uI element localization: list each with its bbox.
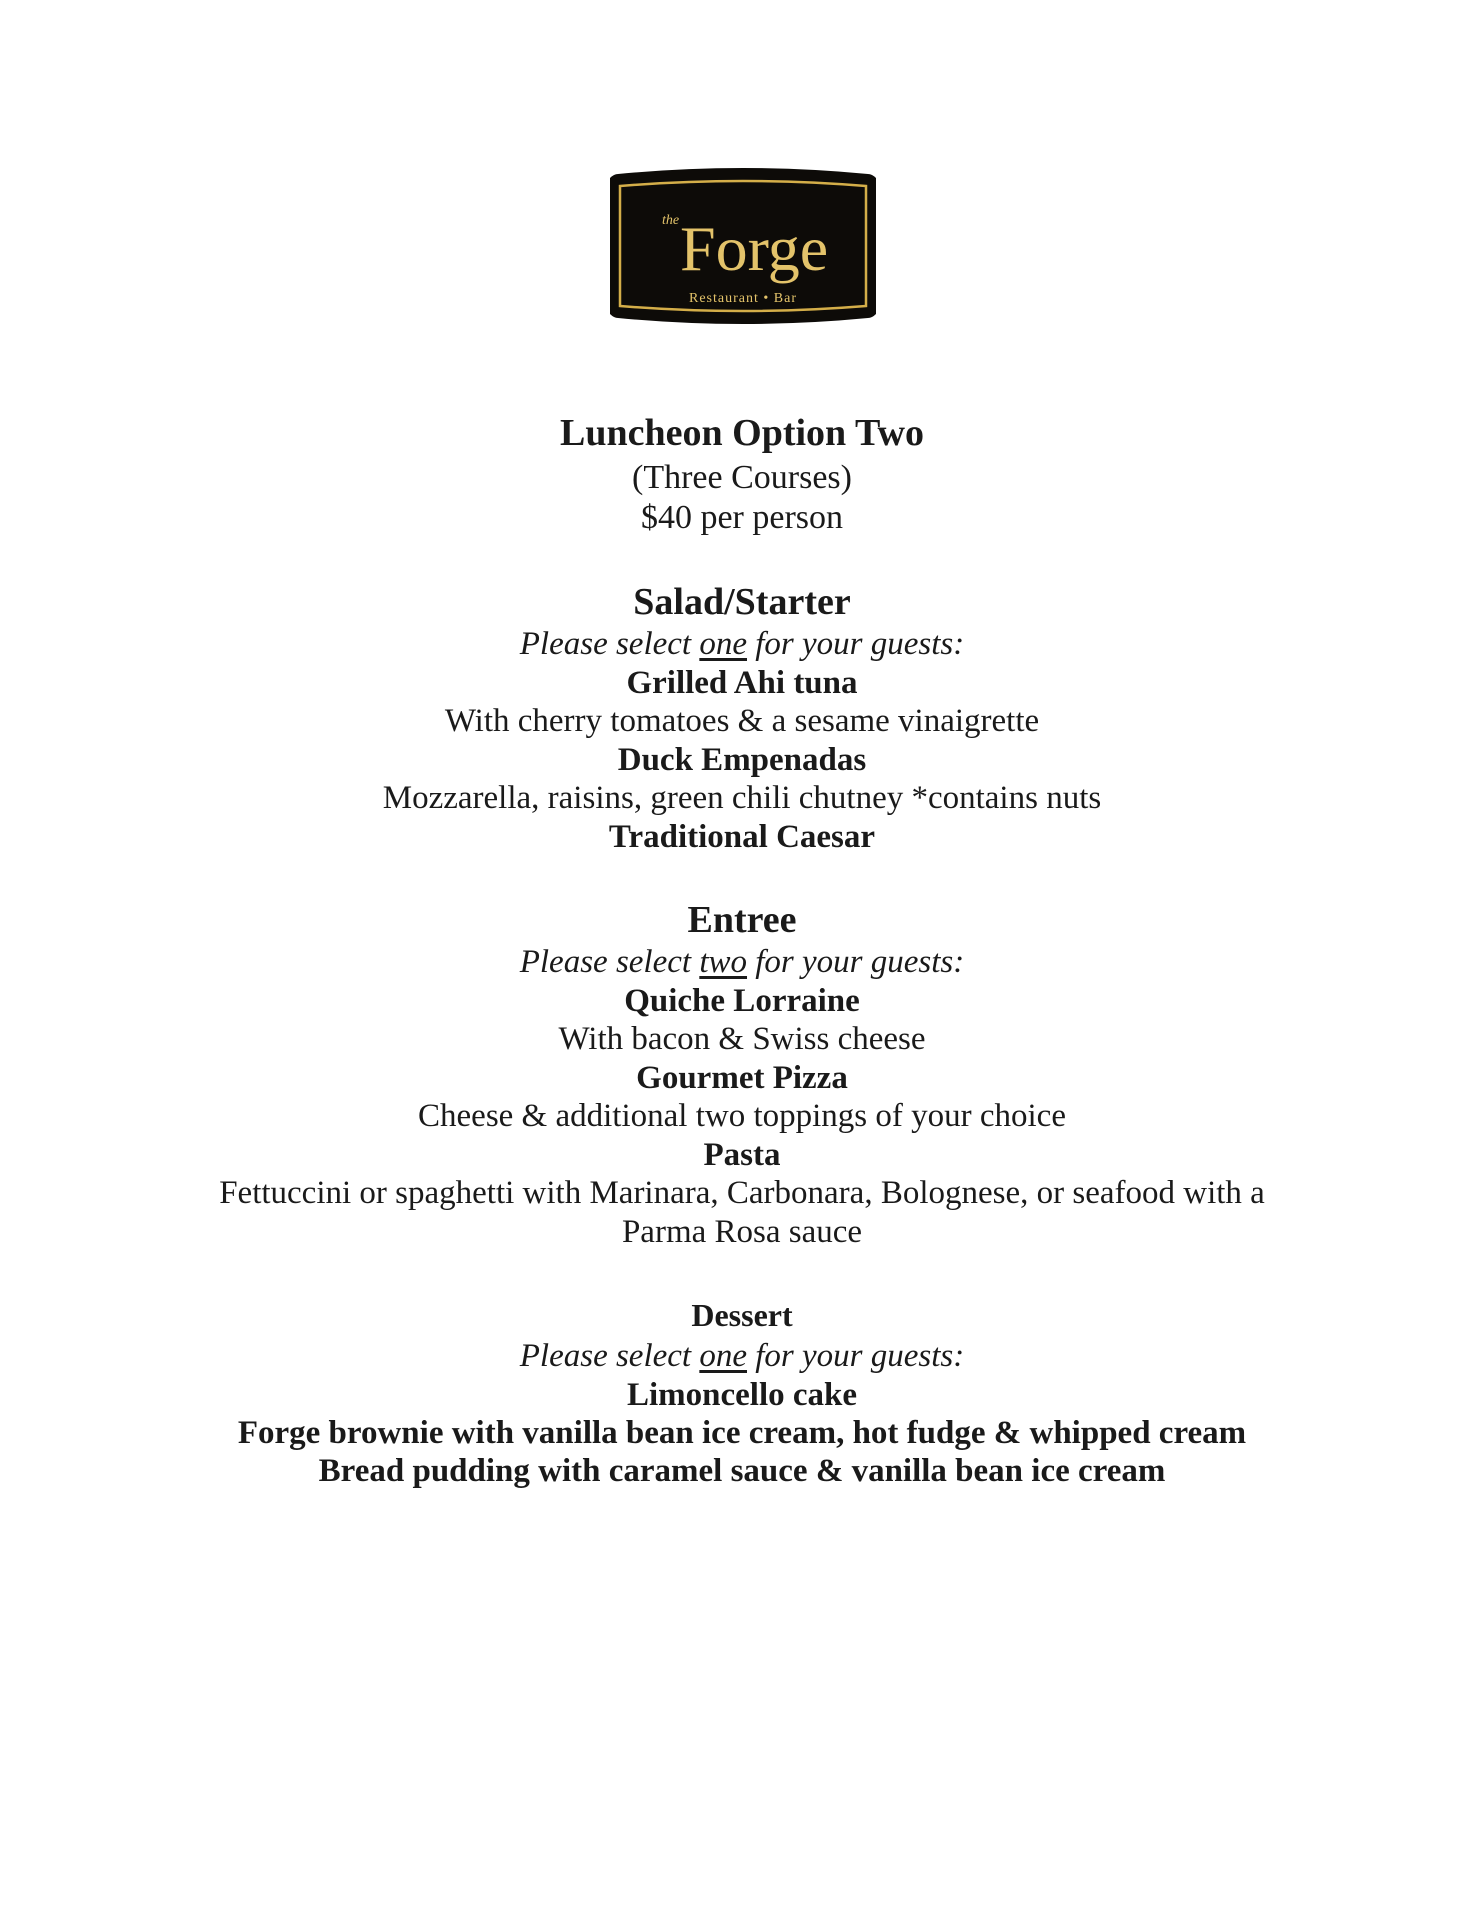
menu-item-description: With bacon & Swiss cheese bbox=[558, 1021, 926, 1057]
menu-item-name: Pasta bbox=[703, 1137, 781, 1173]
section-instruction: Please select two for your guests: bbox=[519, 944, 965, 980]
logo-name: Forge bbox=[680, 213, 829, 284]
section-heading: Entree bbox=[687, 899, 797, 941]
menu-title: Luncheon Option Two bbox=[560, 412, 924, 454]
menu bbox=[0, 408, 1484, 1490]
dessert-section bbox=[0, 1294, 1484, 1490]
menu-item-name: Bread pudding with caramel sauce & vanilla bean ice cream bbox=[318, 1453, 1166, 1489]
section-heading: Salad/Starter bbox=[633, 581, 851, 623]
entree-section bbox=[0, 898, 1484, 1252]
logo-tagline: Restaurant • Bar bbox=[689, 291, 797, 306]
menu-item-description: Fettuccini or spaghetti with Marinara, Carbonara, Bolognese, or seafood with a Parma Rosa sauce bbox=[219, 1175, 1265, 1250]
courses-note: (Three Courses) bbox=[632, 459, 852, 496]
salad-section bbox=[0, 580, 1484, 856]
menu-item-name: Grilled Ahi tuna bbox=[626, 665, 858, 701]
menu-item-name: Limoncello cake bbox=[626, 1377, 858, 1413]
logo-small-word: the bbox=[662, 213, 680, 228]
section-instruction: Please select one for your guests: bbox=[519, 626, 965, 662]
section-heading: Dessert bbox=[691, 1297, 793, 1333]
menu-item-name: Quiche Lorraine bbox=[624, 983, 860, 1019]
menu-item-description: Cheese & additional two toppings of your choice bbox=[418, 1098, 1066, 1134]
section-instruction: Please select one for your guests: bbox=[519, 1338, 965, 1374]
restaurant-logo bbox=[606, 164, 880, 328]
price: $40 per person bbox=[640, 499, 844, 536]
menu-item-name: Gourmet Pizza bbox=[636, 1060, 848, 1096]
menu-item-name: Forge brownie with vanilla bean ice cream, hot fudge & whipped cream bbox=[237, 1415, 1247, 1451]
menu-item-name: Duck Empenadas bbox=[617, 742, 867, 778]
menu-item-name: Traditional Caesar bbox=[608, 819, 876, 855]
menu-item-description: Mozzarella, raisins, green chili chutney *contains nuts bbox=[382, 780, 1102, 816]
menu-item-description: With cherry tomatoes & a sesame vinaigrette bbox=[444, 703, 1040, 739]
